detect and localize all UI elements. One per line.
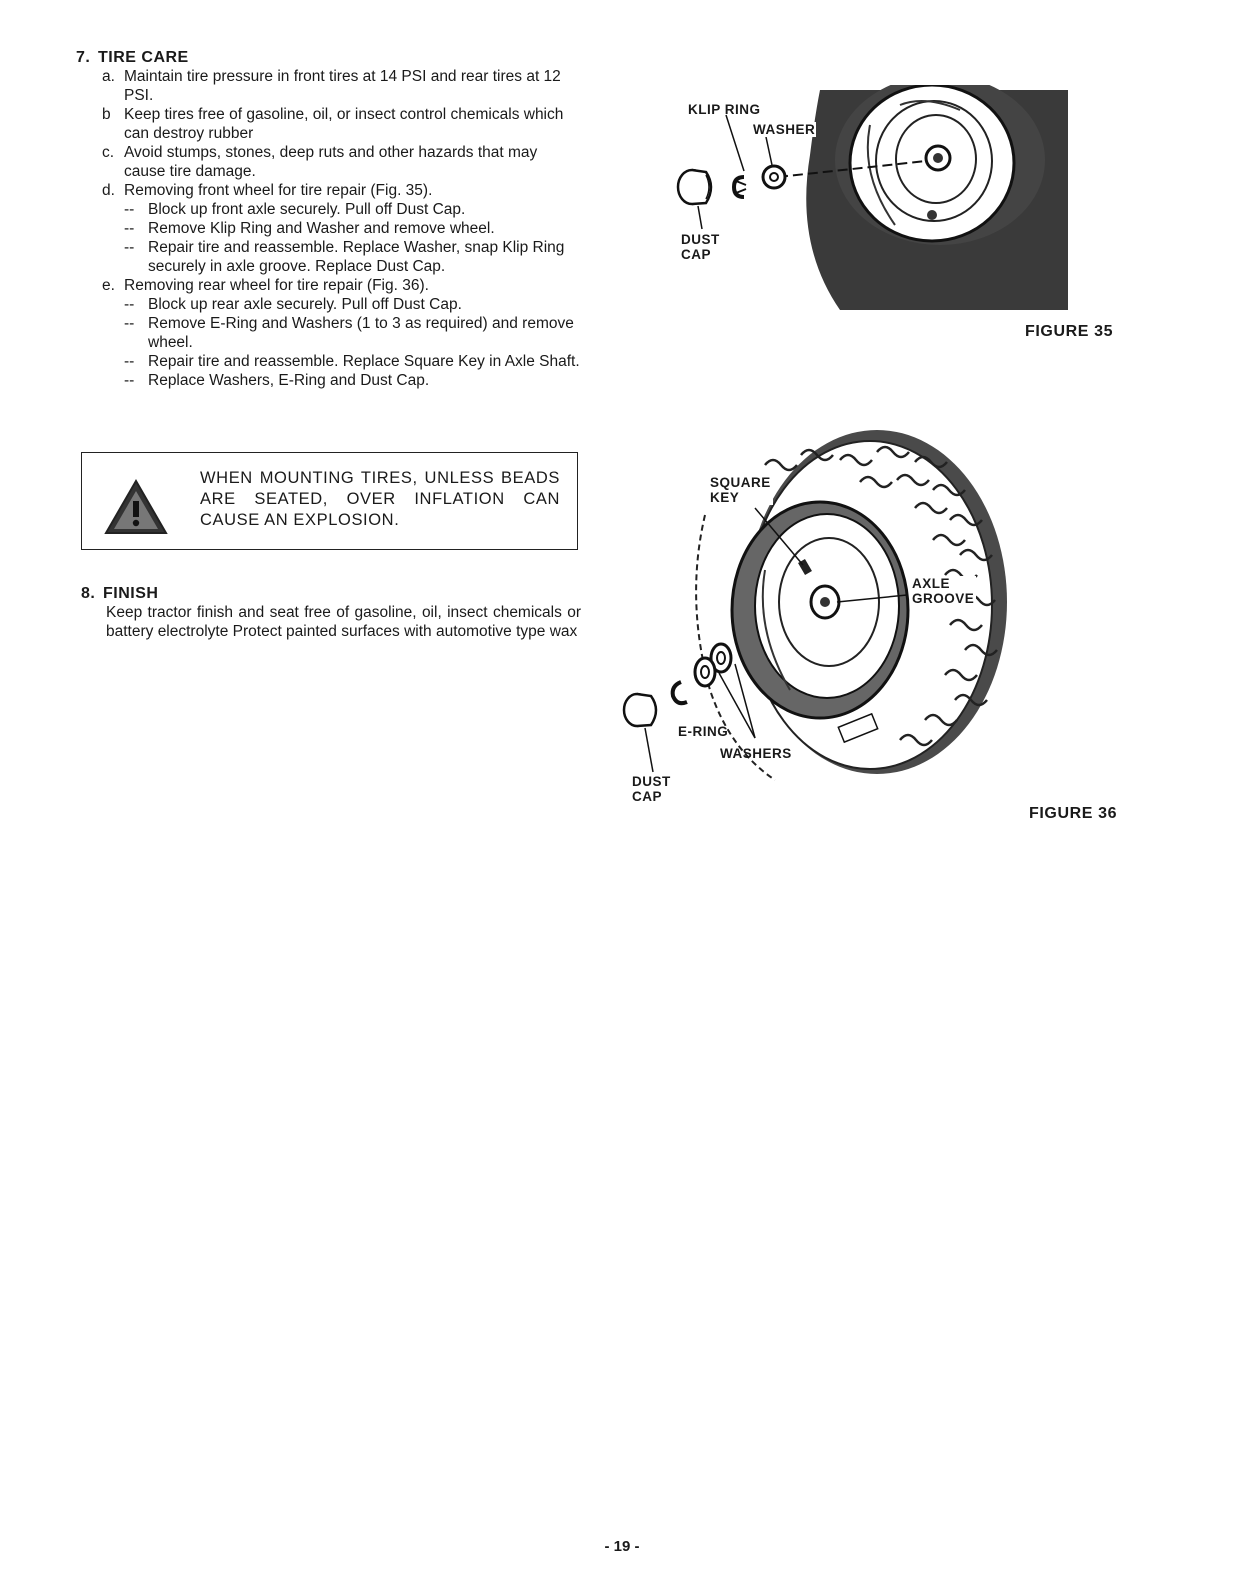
sub-item [124,295,582,314]
item-text: Avoid stumps, stones, deep ruts and other hazards that may cause tire damage. [124,144,538,180]
sub-item-text: Block up rear axle securely. Pull off Dust Cap. [148,296,462,313]
sub-item-text: Repair tire and reassemble. Replace Washer, snap Klip Ring securely in axle groove. Replace Dust Cap. [148,239,565,275]
washer-callout: WASHER [753,122,816,137]
figure-36 [615,420,1145,840]
item-text: Maintain tire pressure in front tires at 14 PSI and rear tires at 12 PSI. [124,68,561,104]
warning-text: WHEN MOUNTING TIRES, UNLESS BEADS ARE SEATED, OVER INFLATION CAN CAUSE AN EXPLOSION. [200,469,560,529]
square-key-callout-line-2: KEY [710,490,740,505]
item-letter: e. [102,277,115,294]
item-letter: b [102,106,111,123]
finish-heading [81,584,581,603]
section-title: FINISH [103,585,159,602]
dash-marker: -- [124,201,135,218]
front-wheel-illustration [670,85,1070,315]
dash-marker: -- [124,315,135,332]
sub-item [124,352,582,371]
axle-groove-callout-line-1: AXLE [912,576,951,591]
list-item [76,276,582,390]
rear-wheel-illustration [615,420,1015,810]
warning-box [81,452,578,550]
e-ring-callout: E-RING [678,724,729,739]
finish-text: Keep tractor finish and seat free of gasoline, oil, insect chemicals or battery electrolyte Protect painted surfaces with automotive type wax [106,604,581,640]
sub-item [124,371,582,390]
figure-35 [670,85,1140,345]
sub-item-text: Block up front axle securely. Pull off Dust Cap. [148,201,466,218]
sub-item [124,238,582,276]
item-text: Keep tires free of gasoline, oil, or insect control chemicals which can destroy rubber [124,106,564,142]
tire-care-section [76,48,582,390]
dust-cap-callout-line-2: CAP [632,789,663,804]
tire-care-heading [76,48,582,67]
sub-item [124,314,582,352]
figure-36-label: FIGURE 36 [1029,805,1118,822]
sub-item-text: Repair tire and reassemble. Replace Square Key in Axle Shaft. [148,353,580,370]
tire-care-list [76,67,582,390]
sub-item [124,200,582,219]
sub-item-text: Replace Washers, E-Ring and Dust Cap. [148,372,430,389]
item-letter: d. [102,182,115,199]
klip-ring-callout: KLIP RING [688,102,761,117]
axle-groove-callout-line-2: GROOVE [912,591,975,606]
sub-item [124,219,582,238]
dash-marker: -- [124,372,135,389]
sub-list [124,200,582,276]
item-letter: c. [102,144,115,161]
dash-marker: -- [124,296,135,313]
section-number: 7. [76,49,91,66]
dust-cap-callout [681,232,720,262]
sub-item-text: Remove Klip Ring and Washer and remove wheel. [148,220,495,237]
sub-list [124,295,582,390]
list-item [76,181,582,276]
dust-cap-callout-line-1: DUST [681,232,720,247]
finish-section [81,584,581,641]
axle-groove-callout [910,576,976,606]
list-item [76,67,582,105]
warning-triangle-icon [104,479,168,535]
dash-marker: -- [124,220,135,237]
page-number: - 19 - [604,1538,640,1555]
list-item [76,105,582,143]
dust-cap-callout [632,774,671,804]
dash-marker: -- [124,239,135,256]
list-item [76,143,582,181]
item-text: Removing rear wheel for tire repair (Fig. 36). [124,277,429,294]
sub-item-text: Remove E-Ring and Washers (1 to 3 as required) and remove wheel. [148,315,574,351]
item-text: Removing front wheel for tire repair (Fig. 35). [124,182,433,199]
item-letter: a. [102,68,115,85]
section-title: TIRE CARE [98,49,189,66]
dust-cap-callout-line-1: DUST [632,774,671,789]
washers-callout: WASHERS [720,746,792,761]
section-number: 8. [81,585,96,602]
square-key-callout [708,475,773,505]
square-key-callout-line-1: SQUARE [710,475,771,490]
figure-35-label: FIGURE 35 [1025,323,1114,340]
dust-cap-callout-line-2: CAP [681,247,712,262]
dash-marker: -- [124,353,135,370]
